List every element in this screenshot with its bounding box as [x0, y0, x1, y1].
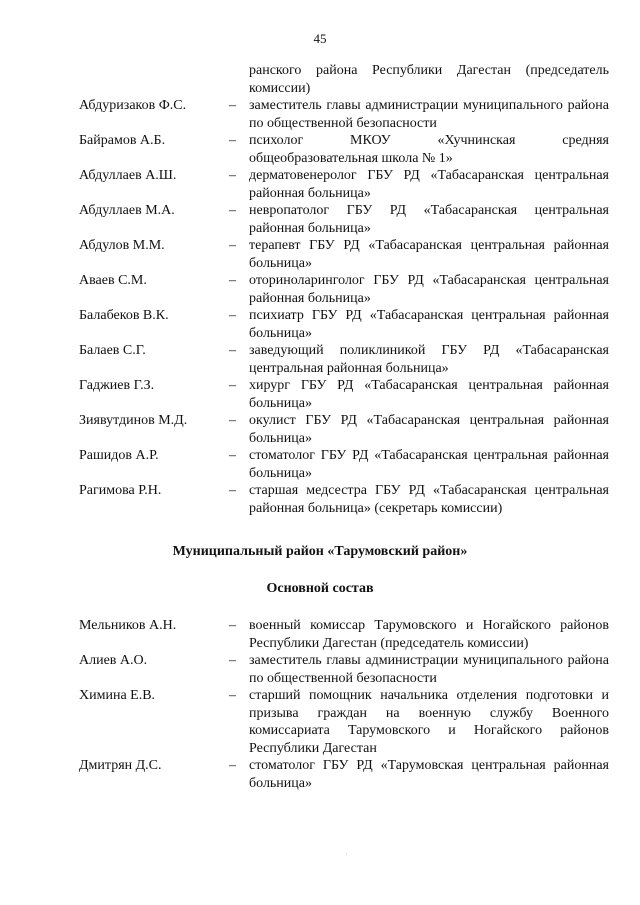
member-name: Байрамов А.Б.: [79, 133, 166, 148]
member-row: [79, 447, 609, 482]
member-role: стоматолог ГБУ РД «Табасаранская центральная районная больница»: [249, 448, 609, 481]
dash-separator: –: [229, 98, 236, 113]
member-name: Балабеков В.К.: [79, 308, 169, 323]
dash-separator: –: [229, 238, 236, 253]
dash-separator: –: [229, 203, 236, 218]
member-row: [79, 167, 609, 202]
dash-separator: –: [229, 688, 236, 703]
member-role: старшая медсестра ГБУ РД «Табасаранская центральная районная больница» (секретарь комиссии): [249, 483, 609, 516]
dash-separator: –: [229, 618, 236, 633]
member-role: военный комиссар Тарумовского и Ногайского районов Республики Дагестан (председатель комиссии): [249, 618, 609, 651]
dash-separator: –: [229, 653, 236, 668]
member-role: невропатолог ГБУ РД «Табасаранская центральная районная больница»: [249, 203, 609, 236]
dash-separator: –: [229, 133, 236, 148]
dash-separator: –: [229, 343, 236, 358]
member-name: Химина Е.В.: [79, 688, 156, 703]
member-row: [79, 272, 609, 307]
member-name: Абдулов М.М.: [79, 238, 165, 253]
composition-subtitle: Основной состав: [266, 581, 374, 596]
member-row: [79, 342, 609, 377]
continuation-row: [79, 62, 609, 97]
page-number: 45: [313, 31, 327, 46]
district-title: Муниципальный район «Тарумовский район»: [172, 544, 468, 559]
member-row: [79, 687, 609, 757]
member-name: Рашидов А.Р.: [79, 448, 159, 463]
member-row: [79, 482, 609, 517]
member-row: [79, 377, 609, 412]
member-name: Зиявутдинов М.Д.: [79, 413, 188, 428]
dash-separator: –: [229, 448, 236, 463]
dash-separator: –: [229, 758, 236, 773]
member-row: [79, 237, 609, 272]
member-row: [79, 132, 609, 167]
member-role: хирург ГБУ РД «Табасаранская центральная районная больница»: [249, 378, 609, 411]
section-1-rows: [79, 97, 609, 517]
member-role: заместитель главы администрации муниципального района по общественной безопасности: [249, 98, 609, 131]
member-role: заведующий поликлиникой ГБУ РД «Табасаранская центральная районная больница»: [249, 343, 609, 376]
dash-separator: –: [229, 308, 236, 323]
member-role: заместитель главы администрации муниципального района по общественной безопасности: [249, 653, 609, 686]
member-name: Абдуллаев М.А.: [79, 203, 175, 218]
member-row: [79, 307, 609, 342]
member-name: Алиев А.О.: [79, 653, 148, 668]
section-1-list: [79, 62, 609, 97]
member-name: Абдуризаков Ф.С.: [79, 98, 187, 113]
member-role: окулист ГБУ РД «Табасаранская центральная районная больница»: [249, 413, 609, 446]
member-row: [79, 202, 609, 237]
member-role: стоматолог ГБУ РД «Тарумовская центральная районная больница»: [249, 758, 609, 791]
dash-separator: –: [229, 483, 236, 498]
member-role: терапевт ГБУ РД «Табасаранская центральная районная больница»: [249, 238, 609, 271]
member-row: [79, 97, 609, 132]
member-name: Мельников А.Н.: [79, 618, 177, 633]
section-2-rows: [79, 617, 609, 792]
continuation-role: ранского района Республики Дагестан (председатель комиссии): [249, 63, 609, 96]
scan-mark: ·: [345, 849, 348, 859]
member-role: старший помощник начальника отделения подготовки и призыва граждан на военную службу Военного комиссариата Тарумовского и Ногайского районов Республики Дагестан: [249, 688, 609, 756]
member-row: [79, 412, 609, 447]
member-row: [79, 757, 609, 792]
member-name: Абдуллаев А.Ш.: [79, 168, 177, 183]
member-row: [79, 652, 609, 687]
member-role: оториноларинголог ГБУ РД «Табасаранская центральная районная больница»: [249, 273, 609, 306]
member-row: [79, 617, 609, 652]
dash-separator: –: [229, 273, 236, 288]
member-role: дерматовенеролог ГБУ РД «Табасаранская центральная районная больница»: [249, 168, 609, 201]
dash-separator: –: [229, 378, 236, 393]
dash-separator: –: [229, 168, 236, 183]
member-name: Балаев С.Г.: [79, 343, 146, 358]
member-name: Рагимова Р.Н.: [79, 483, 162, 498]
member-role: психолог МКОУ «Хучнинская средняя общеобразовательная школа № 1»: [249, 133, 609, 166]
member-role: психиатр ГБУ РД «Табасаранская центральная районная больница»: [249, 308, 609, 341]
dash-separator: –: [229, 413, 236, 428]
member-name: Аваев С.М.: [79, 273, 147, 288]
member-name: Дмитрян Д.С.: [79, 758, 162, 773]
member-name: Гаджиев Г.З.: [79, 378, 155, 393]
